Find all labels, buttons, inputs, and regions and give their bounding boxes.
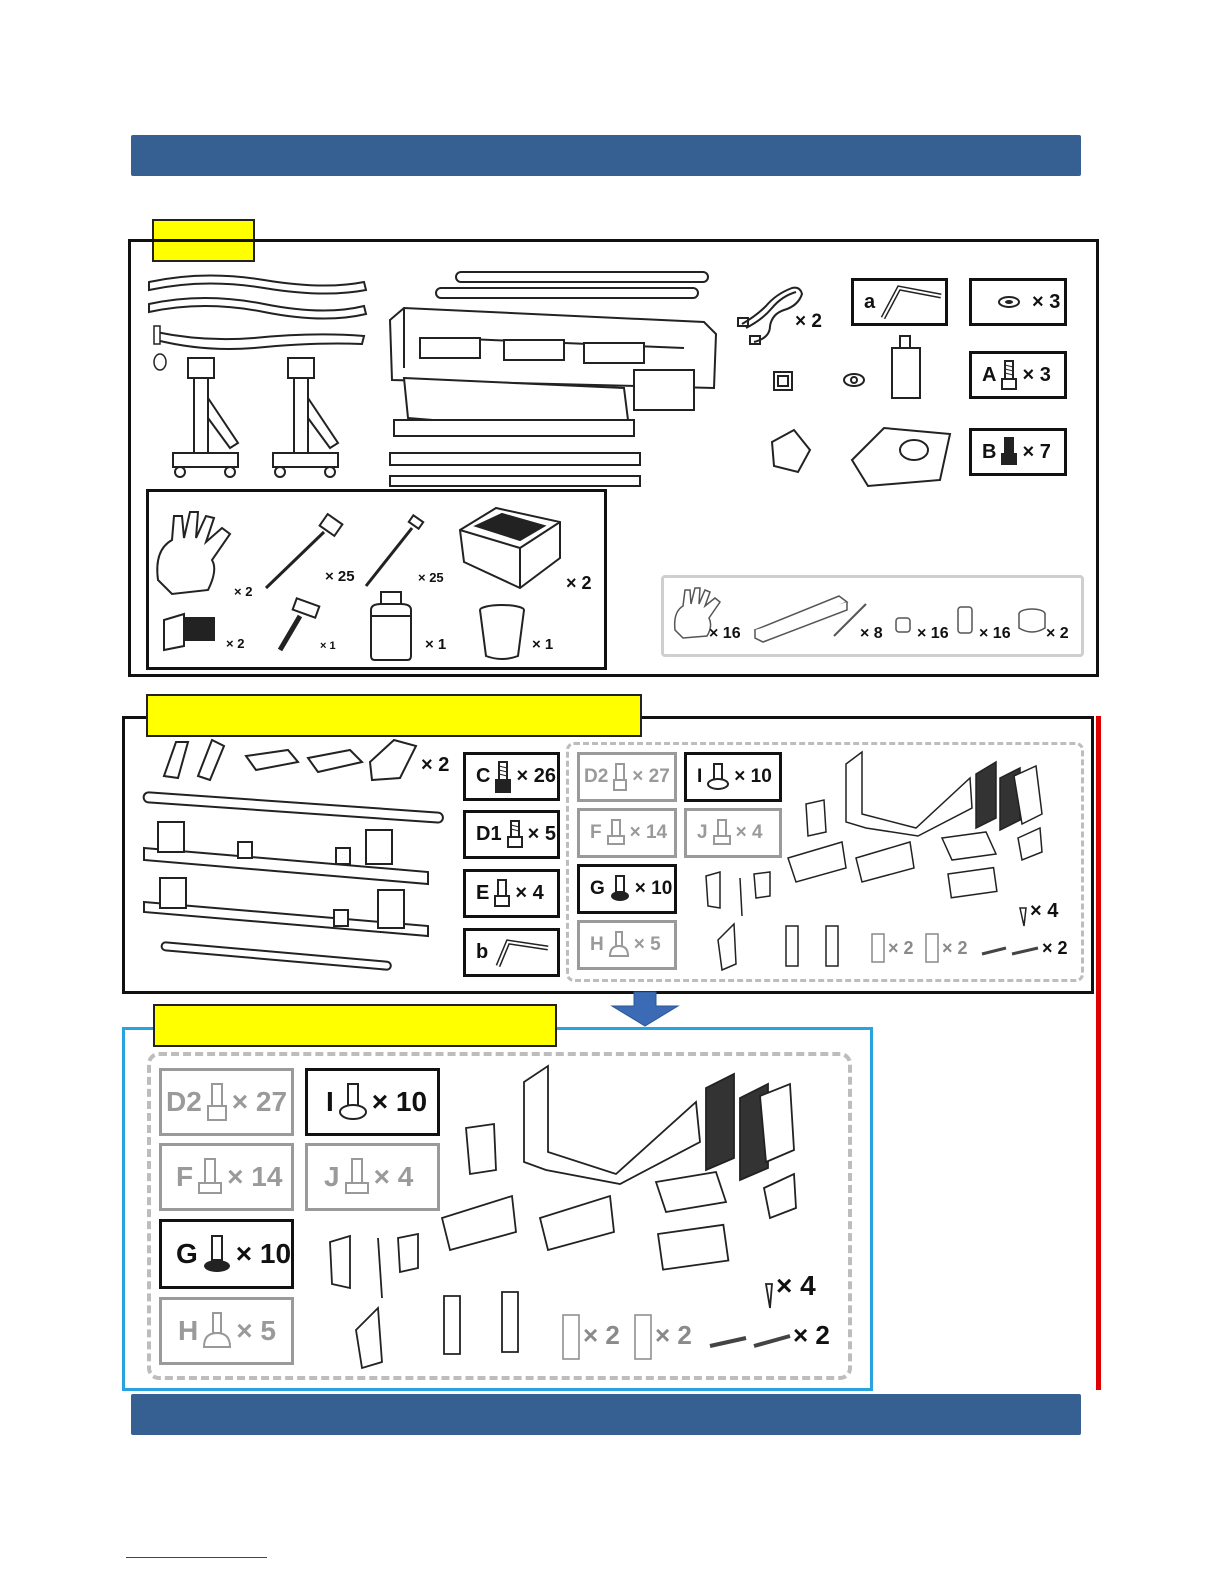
wiper-qty: × 2 bbox=[226, 636, 245, 651]
screw-D1-box: D1 × 5 bbox=[463, 810, 560, 859]
middle-stays-b-qty: × 2 bbox=[942, 938, 968, 958]
bottom-rods-icon bbox=[708, 1330, 794, 1350]
hex-wrench-icon bbox=[492, 936, 552, 970]
wrench-b-box: b bbox=[463, 928, 560, 977]
consumables-sticks-qty: × 8 bbox=[860, 625, 883, 642]
bottom-stays-a-qty: × 2 bbox=[583, 1320, 620, 1350]
swabs-small-qty: × 25 bbox=[418, 570, 444, 585]
screw-I-box: I × 10 bbox=[684, 752, 782, 802]
screw-C-box: C × 26 bbox=[463, 752, 560, 801]
screw-icon bbox=[206, 1080, 228, 1124]
scraper-illustration bbox=[272, 598, 322, 654]
screw-icon bbox=[506, 817, 524, 853]
swabs-large-qty: × 25 bbox=[325, 568, 355, 585]
bottom-pins-qty: × 4 bbox=[776, 1270, 816, 1301]
screw-icon bbox=[608, 928, 630, 962]
red-marker-line bbox=[1096, 716, 1101, 1390]
consumables-caps-a-qty: × 16 bbox=[917, 625, 949, 642]
screw-icon bbox=[1000, 434, 1018, 470]
roll-icon bbox=[1016, 606, 1048, 636]
bottom-stay-a-icon bbox=[560, 1312, 582, 1362]
bottom-screw-I-box: I × 10 bbox=[305, 1068, 440, 1136]
tab-bottom bbox=[153, 1004, 557, 1047]
screw-H-box: H × 5 bbox=[577, 920, 677, 970]
screw-D2-box: D2 × 27 bbox=[577, 752, 677, 802]
scraper-qty: × 1 bbox=[320, 640, 336, 652]
brackets-illustration bbox=[158, 736, 428, 786]
cup-qty: × 1 bbox=[532, 636, 554, 653]
header-banner bbox=[131, 135, 1081, 176]
screw-G-box: G × 10 bbox=[577, 864, 677, 914]
screw-E-box: E × 4 bbox=[463, 869, 560, 918]
footer-link-underline[interactable] bbox=[126, 1557, 267, 1558]
screw-icon bbox=[202, 1232, 232, 1276]
stay-a-icon bbox=[870, 932, 886, 964]
tray-qty: × 2 bbox=[566, 573, 592, 593]
screw-icon bbox=[494, 758, 512, 796]
bottom-rods-qty: × 2 bbox=[793, 1320, 830, 1350]
printer-illustration bbox=[384, 268, 719, 493]
middle-stays-a-qty: × 2 bbox=[888, 938, 914, 958]
footer-banner bbox=[131, 1394, 1081, 1435]
arrow-down-icon bbox=[610, 992, 680, 1026]
wiper-illustration bbox=[160, 610, 220, 655]
consumables-rolls-qty: × 2 bbox=[1046, 625, 1069, 642]
screw-icon bbox=[197, 1155, 223, 1199]
stay-b-icon bbox=[924, 932, 940, 964]
bottom-stay-b-icon bbox=[632, 1312, 654, 1362]
stand-legs-illustration bbox=[168, 348, 358, 483]
bottle-qty: × 1 bbox=[425, 636, 447, 653]
screw-icon bbox=[202, 1309, 232, 1353]
screw-B-box: B × 7 bbox=[969, 428, 1067, 476]
small-parts-illustration bbox=[764, 330, 964, 490]
bottom-screw-D2-box: D2 × 27 bbox=[159, 1068, 294, 1136]
rods-icon bbox=[980, 944, 1042, 958]
clip-icon bbox=[996, 295, 1022, 309]
bottom-screw-F-box: F × 14 bbox=[159, 1143, 294, 1211]
clip-box: × 3 bbox=[969, 278, 1067, 326]
ink-bay-parts-illustration bbox=[696, 748, 1076, 973]
consumables-caps-b-qty: × 16 bbox=[979, 625, 1011, 642]
screw-F-box: F × 14 bbox=[577, 808, 677, 858]
bottom-stays-b-qty: × 2 bbox=[655, 1320, 692, 1350]
gloves-qty: × 2 bbox=[234, 584, 253, 599]
screw-icon bbox=[606, 816, 626, 850]
screw-A-box: A × 3 bbox=[969, 351, 1067, 399]
cap-a-icon bbox=[893, 614, 913, 636]
screw-icon bbox=[1000, 357, 1018, 393]
bottle-illustration bbox=[367, 590, 415, 662]
bottom-screw-J-box: J × 4 bbox=[305, 1143, 440, 1211]
middle-pins-qty: × 4 bbox=[1030, 900, 1059, 922]
media-feeding-unit-illustration bbox=[138, 786, 448, 978]
screw-J-box: J × 4 bbox=[684, 808, 782, 858]
middle-rods-qty: × 2 bbox=[1042, 938, 1068, 958]
power-cord-qty: × 2 bbox=[795, 311, 822, 332]
bottom-screw-G-box: G × 10 bbox=[159, 1219, 294, 1289]
screw-icon bbox=[493, 876, 511, 912]
glove-illustration bbox=[152, 510, 247, 595]
brackets-qty: × 2 bbox=[421, 754, 450, 776]
tray-illustration bbox=[456, 500, 566, 600]
consumables-gloves-qty: × 16 bbox=[709, 625, 741, 642]
screw-icon bbox=[612, 760, 628, 794]
cup-illustration bbox=[476, 602, 528, 664]
cap-b-icon bbox=[955, 604, 975, 636]
screw-icon bbox=[609, 872, 631, 906]
tab-middle bbox=[146, 694, 642, 737]
hex-wrench-icon bbox=[879, 282, 945, 322]
bottom-screw-H-box: H × 5 bbox=[159, 1297, 294, 1365]
wrench-a-box: a bbox=[851, 278, 948, 326]
